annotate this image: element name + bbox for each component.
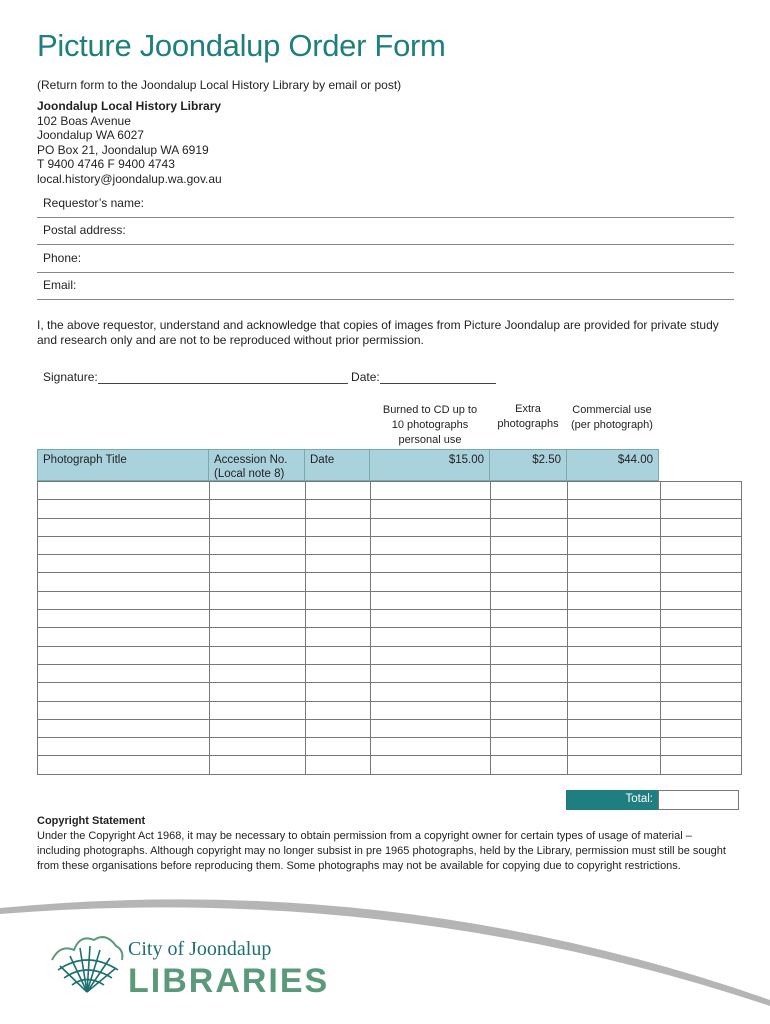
col-accession: Accession No. (Local note 8) xyxy=(208,449,305,481)
table-cell[interactable] xyxy=(661,628,742,646)
table-cell[interactable] xyxy=(306,756,371,774)
table-cell[interactable] xyxy=(371,573,491,591)
table-cell[interactable] xyxy=(661,738,742,756)
table-cell[interactable] xyxy=(491,610,568,628)
table-cell[interactable] xyxy=(491,518,568,536)
table-cell[interactable] xyxy=(661,701,742,719)
table-cell[interactable] xyxy=(568,500,661,518)
table-cell[interactable] xyxy=(568,628,661,646)
table-cell[interactable] xyxy=(210,518,306,536)
table-cell[interactable] xyxy=(371,646,491,664)
table-row xyxy=(38,555,742,573)
table-cell[interactable] xyxy=(568,518,661,536)
table-cell[interactable] xyxy=(306,518,371,536)
return-note: (Return form to the Joondalup Local History Library by email or post) xyxy=(37,78,402,92)
table-cell[interactable] xyxy=(38,500,210,518)
table-cell[interactable] xyxy=(491,719,568,737)
table-cell[interactable] xyxy=(491,756,568,774)
table-cell[interactable] xyxy=(38,646,210,664)
table-cell[interactable] xyxy=(568,756,661,774)
table-cell[interactable] xyxy=(568,719,661,737)
table-cell[interactable] xyxy=(371,628,491,646)
table-cell[interactable] xyxy=(491,701,568,719)
street: 102 Boas Avenue xyxy=(37,113,131,128)
table-cell[interactable] xyxy=(661,555,742,573)
table-cell[interactable] xyxy=(210,610,306,628)
table-cell[interactable] xyxy=(568,701,661,719)
table-cell[interactable] xyxy=(210,555,306,573)
table-cell[interactable] xyxy=(38,591,210,609)
po-box: PO Box 21, Joondalup WA 6919 xyxy=(37,142,209,157)
library-address xyxy=(37,99,222,187)
table-cell[interactable] xyxy=(371,664,491,682)
table-cell[interactable] xyxy=(491,664,568,682)
table-row xyxy=(38,500,742,518)
table-cell[interactable] xyxy=(491,628,568,646)
table-cell[interactable] xyxy=(306,573,371,591)
col-photograph-title: Photograph Title xyxy=(37,449,209,481)
table-row xyxy=(38,683,742,701)
table-cell[interactable] xyxy=(661,719,742,737)
table-cell[interactable] xyxy=(491,646,568,664)
table-cell[interactable] xyxy=(491,591,568,609)
table-cell[interactable] xyxy=(491,482,568,500)
table-cell[interactable] xyxy=(306,664,371,682)
table-row xyxy=(38,536,742,554)
table-cell[interactable] xyxy=(38,701,210,719)
table-cell[interactable] xyxy=(568,482,661,500)
requestor-name-label: Requestor’s name: xyxy=(43,196,144,210)
suburb: Joondalup WA 6027 xyxy=(37,128,144,143)
table-cell[interactable] xyxy=(568,664,661,682)
email-field[interactable] xyxy=(37,272,734,300)
page-title: Picture Joondalup Order Form xyxy=(37,28,446,63)
table-cell[interactable] xyxy=(491,500,568,518)
table-cell[interactable] xyxy=(371,500,491,518)
table-cell[interactable] xyxy=(210,664,306,682)
table-cell[interactable] xyxy=(661,756,742,774)
table-cell[interactable] xyxy=(371,555,491,573)
postal-address-field[interactable] xyxy=(37,217,734,245)
table-row xyxy=(38,610,742,628)
table-cell[interactable] xyxy=(306,500,371,518)
table-cell[interactable] xyxy=(38,536,210,554)
table-cell[interactable] xyxy=(38,573,210,591)
date-label: Date: xyxy=(351,370,380,384)
table-cell[interactable] xyxy=(371,518,491,536)
table-cell[interactable] xyxy=(661,664,742,682)
table-cell[interactable] xyxy=(38,664,210,682)
postal-address-label: Postal address: xyxy=(43,223,126,237)
order-table xyxy=(37,481,742,775)
table-row xyxy=(38,664,742,682)
table-cell[interactable] xyxy=(661,646,742,664)
table-cell[interactable] xyxy=(210,719,306,737)
table-cell[interactable] xyxy=(306,591,371,609)
table-cell[interactable] xyxy=(371,719,491,737)
table-cell[interactable] xyxy=(568,683,661,701)
table-cell[interactable] xyxy=(371,701,491,719)
table-cell[interactable] xyxy=(568,573,661,591)
table-cell[interactable] xyxy=(661,610,742,628)
table-cell[interactable] xyxy=(210,756,306,774)
table-cell[interactable] xyxy=(661,536,742,554)
table-cell[interactable] xyxy=(371,591,491,609)
table-cell[interactable] xyxy=(568,738,661,756)
col-date: Date xyxy=(304,449,370,481)
table-cell[interactable] xyxy=(210,701,306,719)
copyright-text: Under the Copyright Act 1968, it may be necessary to obtain permission from a copyright owner for certain types of usage of material – including photographs. Although copyright may no longer subsist in pre 1965 photographs, held by the Library, permission must still be sought from these organisations before reproducing them. Some photographs may not be available for copying due to copyright restrictions. xyxy=(37,830,726,872)
library-email: local.history@joondalup.wa.gov.au xyxy=(37,171,222,186)
library-name: Joondalup Local History Library xyxy=(37,99,222,113)
table-cell[interactable] xyxy=(661,518,742,536)
table-row xyxy=(38,628,742,646)
table-cell[interactable] xyxy=(306,701,371,719)
table-cell[interactable] xyxy=(210,628,306,646)
table-cell[interactable] xyxy=(210,482,306,500)
table-row xyxy=(38,518,742,536)
total-label: Total: xyxy=(566,790,658,810)
table-cell[interactable] xyxy=(210,683,306,701)
table-row xyxy=(38,719,742,737)
table-row xyxy=(38,701,742,719)
price-commercial: $44.00 xyxy=(566,449,659,481)
table-cell[interactable] xyxy=(306,646,371,664)
requestor-name-field[interactable] xyxy=(37,190,734,218)
table-cell[interactable] xyxy=(210,738,306,756)
table-cell[interactable] xyxy=(306,536,371,554)
table-cell[interactable] xyxy=(491,683,568,701)
table-cell[interactable] xyxy=(661,482,742,500)
signature-line[interactable] xyxy=(98,371,348,384)
table-cell[interactable] xyxy=(568,555,661,573)
table-cell[interactable] xyxy=(568,646,661,664)
signature-label: Signature: xyxy=(43,370,98,384)
email-label: Email: xyxy=(43,278,77,292)
table-cell[interactable] xyxy=(306,738,371,756)
table-cell[interactable] xyxy=(38,628,210,646)
table-cell[interactable] xyxy=(38,738,210,756)
table-row xyxy=(38,738,742,756)
total-input[interactable] xyxy=(658,790,739,810)
table-cell[interactable] xyxy=(306,719,371,737)
table-cell[interactable] xyxy=(306,610,371,628)
table-cell[interactable] xyxy=(371,683,491,701)
table-cell[interactable] xyxy=(661,573,742,591)
table-cell[interactable] xyxy=(306,482,371,500)
table-cell[interactable] xyxy=(491,738,568,756)
table-cell[interactable] xyxy=(210,500,306,518)
table-cell[interactable] xyxy=(568,591,661,609)
phone-fax: T 9400 4746 F 9400 4743 xyxy=(37,157,175,172)
table-row xyxy=(38,591,742,609)
table-cell[interactable] xyxy=(568,536,661,554)
table-cell[interactable] xyxy=(371,536,491,554)
libraries-wordmark: LIBRARIES xyxy=(128,962,330,1000)
table-cell[interactable] xyxy=(38,683,210,701)
table-row xyxy=(38,756,742,774)
table-cell[interactable] xyxy=(371,610,491,628)
table-cell[interactable] xyxy=(38,482,210,500)
table-cell[interactable] xyxy=(568,610,661,628)
table-cell[interactable] xyxy=(371,738,491,756)
libraries-logo-icon xyxy=(50,930,124,996)
table-cell[interactable] xyxy=(371,756,491,774)
table-cell[interactable] xyxy=(661,500,742,518)
table-cell[interactable] xyxy=(491,536,568,554)
table-cell[interactable] xyxy=(491,555,568,573)
acknowledgement: I, the above requestor, understand and acknowledge that copies of images from Picture Joondalup are provided for private study and research only and are not to be reproduced without prior permission. xyxy=(37,318,719,347)
table-cell[interactable] xyxy=(661,591,742,609)
table-cell[interactable] xyxy=(38,610,210,628)
table-cell[interactable] xyxy=(661,683,742,701)
table-cell[interactable] xyxy=(371,482,491,500)
table-row xyxy=(38,646,742,664)
table-row xyxy=(38,482,742,500)
copyright-heading: Copyright Statement xyxy=(37,815,146,827)
phone-label: Phone: xyxy=(43,251,82,265)
date-line[interactable] xyxy=(380,371,496,384)
table-cell[interactable] xyxy=(38,756,210,774)
table-cell[interactable] xyxy=(210,591,306,609)
price-cd: $15.00 xyxy=(369,449,490,481)
table-cell[interactable] xyxy=(38,719,210,737)
price-extra: $2.50 xyxy=(489,449,567,481)
city-of-joondalup: City of Joondalup xyxy=(128,938,272,960)
signature-row xyxy=(43,370,496,384)
table-cell[interactable] xyxy=(210,573,306,591)
phone-field[interactable] xyxy=(37,245,734,273)
table-cell[interactable] xyxy=(306,683,371,701)
table-cell[interactable] xyxy=(306,555,371,573)
table-cell[interactable] xyxy=(210,646,306,664)
commercial-price-header: Commercial use (per photograph) xyxy=(571,404,653,431)
extra-price-header: Extra photographs xyxy=(497,403,559,430)
table-cell[interactable] xyxy=(38,555,210,573)
table-cell[interactable] xyxy=(306,628,371,646)
table-cell[interactable] xyxy=(491,573,568,591)
cd-price-header: Burned to CD up to 10 photographs personal use xyxy=(382,404,478,446)
table-row xyxy=(38,573,742,591)
table-cell[interactable] xyxy=(38,518,210,536)
table-cell[interactable] xyxy=(210,536,306,554)
